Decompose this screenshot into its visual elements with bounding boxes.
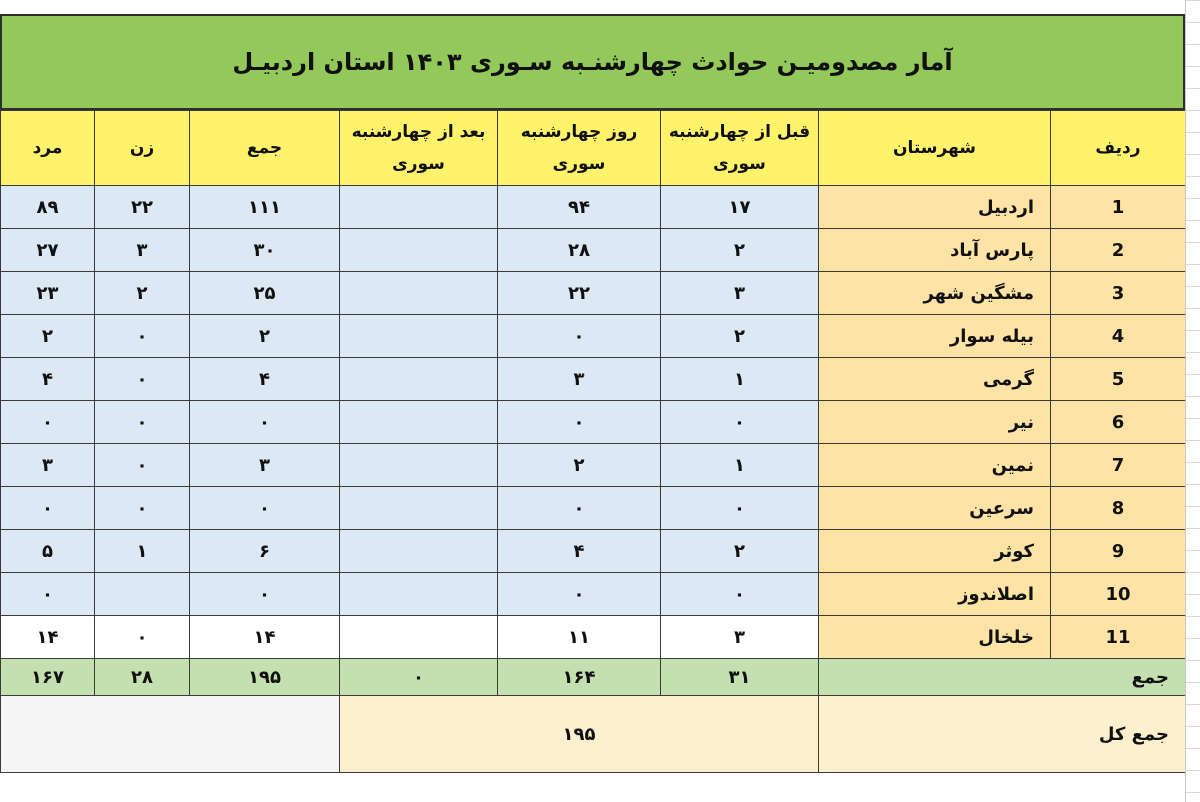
cell-mard: ۸۹ bbox=[1, 186, 95, 229]
cell-radif: 2 bbox=[1051, 229, 1186, 272]
cell-city: پارس آباد bbox=[819, 229, 1051, 272]
cell-bad bbox=[340, 358, 498, 401]
cell-jam: ۱۴ bbox=[190, 616, 340, 659]
table-row bbox=[1, 616, 1186, 659]
cell-radif: 9 bbox=[1051, 530, 1186, 573]
cell-city: نیر bbox=[819, 401, 1051, 444]
cell-bad bbox=[340, 401, 498, 444]
cell-bad bbox=[340, 530, 498, 573]
cell-radif: 10 bbox=[1051, 573, 1186, 616]
cell-rooz: ۲۸ bbox=[498, 229, 661, 272]
cell-city: اصلاندوز bbox=[819, 573, 1051, 616]
cell-rooz: ۲۲ bbox=[498, 272, 661, 315]
grand-total-label: جمع کل bbox=[819, 696, 1186, 773]
totals-rooz: ۱۶۴ bbox=[498, 659, 661, 696]
cell-zan: ۲ bbox=[95, 272, 190, 315]
cell-zan: ۰ bbox=[95, 487, 190, 530]
cell-radif: 7 bbox=[1051, 444, 1186, 487]
table-row bbox=[1, 573, 1186, 616]
table-row bbox=[1, 530, 1186, 573]
header-before-line2: سوری bbox=[713, 154, 766, 174]
header-after-line1: بعد از چهارشنبه bbox=[351, 122, 486, 142]
totals-row bbox=[1, 659, 1186, 696]
totals-zan: ۲۸ bbox=[95, 659, 190, 696]
cell-bad bbox=[340, 616, 498, 659]
cell-zan bbox=[95, 573, 190, 616]
cell-mard: ۴ bbox=[1, 358, 95, 401]
cell-ghabl: ۳ bbox=[661, 272, 819, 315]
cell-bad bbox=[340, 444, 498, 487]
cell-ghabl: ۱ bbox=[661, 358, 819, 401]
grand-total-empty bbox=[1, 696, 340, 773]
cell-ghabl: ۰ bbox=[661, 573, 819, 616]
cell-rooz: ۳ bbox=[498, 358, 661, 401]
cell-zan: ۲۲ bbox=[95, 186, 190, 229]
cell-mard: ۳ bbox=[1, 444, 95, 487]
cell-ghabl: ۲ bbox=[661, 530, 819, 573]
cell-radif: 8 bbox=[1051, 487, 1186, 530]
cell-rooz: ۰ bbox=[498, 573, 661, 616]
table-row bbox=[1, 315, 1186, 358]
cell-rooz: ۲ bbox=[498, 444, 661, 487]
cell-jam: ۰ bbox=[190, 487, 340, 530]
cell-ghabl: ۲ bbox=[661, 229, 819, 272]
cell-mard: ۰ bbox=[1, 487, 95, 530]
cell-bad bbox=[340, 186, 498, 229]
cell-jam: ۲ bbox=[190, 315, 340, 358]
cell-zan: ۱ bbox=[95, 530, 190, 573]
totals-mard: ۱۶۷ bbox=[1, 659, 95, 696]
cell-ghabl: ۱ bbox=[661, 444, 819, 487]
totals-jam: ۱۹۵ bbox=[190, 659, 340, 696]
cell-rooz: ۴ bbox=[498, 530, 661, 573]
totals-ghabl: ۳۱ bbox=[661, 659, 819, 696]
table-row bbox=[1, 444, 1186, 487]
cell-city: اردبیل bbox=[819, 186, 1051, 229]
cell-zan: ۰ bbox=[95, 358, 190, 401]
cell-bad bbox=[340, 272, 498, 315]
cell-radif: 5 bbox=[1051, 358, 1186, 401]
totals-label: جمع bbox=[819, 659, 1186, 696]
cell-jam: ۱۱۱ bbox=[190, 186, 340, 229]
header-city: شهرستان bbox=[819, 111, 1051, 186]
cell-radif: 4 bbox=[1051, 315, 1186, 358]
cell-city: نمین bbox=[819, 444, 1051, 487]
grand-total-value: ۱۹۵ bbox=[340, 696, 819, 773]
cell-jam: ۰ bbox=[190, 401, 340, 444]
cell-radif: 3 bbox=[1051, 272, 1186, 315]
totals-bad: ۰ bbox=[340, 659, 498, 696]
cell-radif: 11 bbox=[1051, 616, 1186, 659]
header-before bbox=[661, 111, 819, 186]
cell-jam: ۲۵ bbox=[190, 272, 340, 315]
cell-city: کوثر bbox=[819, 530, 1051, 573]
cell-mard: ۱۴ bbox=[1, 616, 95, 659]
header-female: زن bbox=[95, 111, 190, 186]
table-row bbox=[1, 272, 1186, 315]
cell-rooz: ۹۴ bbox=[498, 186, 661, 229]
cell-jam: ۶ bbox=[190, 530, 340, 573]
cell-bad bbox=[340, 229, 498, 272]
cell-rooz: ۰ bbox=[498, 487, 661, 530]
cell-mard: ۲ bbox=[1, 315, 95, 358]
cell-mard: ۲۷ bbox=[1, 229, 95, 272]
cell-city: گرمی bbox=[819, 358, 1051, 401]
cell-jam: ۳ bbox=[190, 444, 340, 487]
cell-zan: ۰ bbox=[95, 444, 190, 487]
cell-zan: ۳ bbox=[95, 229, 190, 272]
header-total: جمع bbox=[190, 111, 340, 186]
cell-rooz: ۰ bbox=[498, 315, 661, 358]
header-before-line1: قبل از چهارشنبه bbox=[668, 122, 811, 142]
cell-zan: ۰ bbox=[95, 315, 190, 358]
cell-jam: ۴ bbox=[190, 358, 340, 401]
cell-bad bbox=[340, 573, 498, 616]
table-row bbox=[1, 186, 1186, 229]
cell-ghabl: ۲ bbox=[661, 315, 819, 358]
cell-mard: ۰ bbox=[1, 573, 95, 616]
header-male: مرد bbox=[1, 111, 95, 186]
cell-zan: ۰ bbox=[95, 401, 190, 444]
cell-bad bbox=[340, 487, 498, 530]
cell-jam: ۳۰ bbox=[190, 229, 340, 272]
cell-city: خلخال bbox=[819, 616, 1051, 659]
table-row bbox=[1, 229, 1186, 272]
header-day bbox=[498, 111, 661, 186]
header-day-line1: روز چهارشنبه bbox=[520, 122, 638, 142]
cell-city: سرعین bbox=[819, 487, 1051, 530]
cell-bad bbox=[340, 315, 498, 358]
cell-city: بیله سوار bbox=[819, 315, 1051, 358]
cell-ghabl: ۱۷ bbox=[661, 186, 819, 229]
cell-rooz: ۰ bbox=[498, 401, 661, 444]
cell-rooz: ۱۱ bbox=[498, 616, 661, 659]
table-row bbox=[1, 358, 1186, 401]
table-title: آمار مصدومیـن حوادث چهارشنـبه سـوری ۱۴۰۳ استان اردبیـل bbox=[0, 14, 1185, 110]
table-row bbox=[1, 487, 1186, 530]
header-day-line2: سوری bbox=[552, 154, 606, 174]
header-row bbox=[1, 111, 1186, 186]
cell-jam: ۰ bbox=[190, 573, 340, 616]
cell-ghabl: ۰ bbox=[661, 487, 819, 530]
header-after-line2: سوری bbox=[392, 154, 445, 174]
cell-radif: 6 bbox=[1051, 401, 1186, 444]
cell-zan: ۰ bbox=[95, 616, 190, 659]
cell-mard: ۰ bbox=[1, 401, 95, 444]
cell-mard: ۲۳ bbox=[1, 272, 95, 315]
header-radif: ردیف bbox=[1051, 111, 1186, 186]
table-row bbox=[1, 401, 1186, 444]
cell-radif: 1 bbox=[1051, 186, 1186, 229]
grand-total-row bbox=[1, 696, 1186, 773]
cell-mard: ۵ bbox=[1, 530, 95, 573]
injury-stats-table bbox=[0, 110, 1186, 773]
header-after bbox=[340, 111, 498, 186]
cell-ghabl: ۳ bbox=[661, 616, 819, 659]
cell-ghabl: ۰ bbox=[661, 401, 819, 444]
cell-city: مشگین شهر bbox=[819, 272, 1051, 315]
sheet-gridlines bbox=[1185, 0, 1200, 802]
